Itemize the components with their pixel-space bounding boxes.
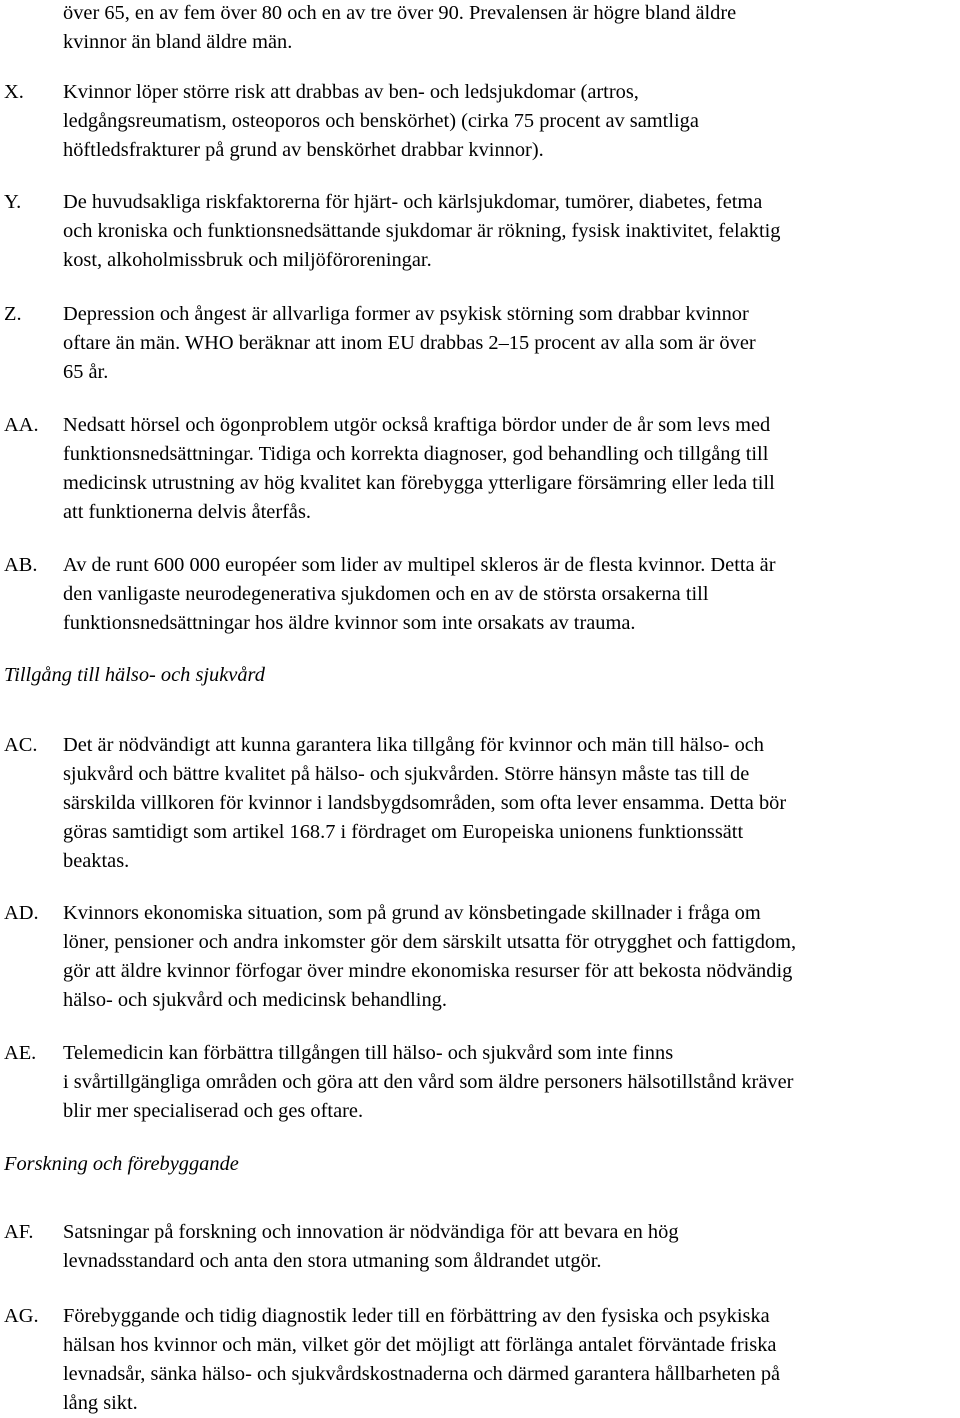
text-line: lång sikt. (63, 1392, 138, 1414)
text-line: Satsningar på forskning och innovation är nödvändiga för att bevara en hög (63, 1221, 679, 1243)
paragraph-text (63, 300, 960, 387)
text-line: De huvudsakliga riskfaktorerna för hjärt- och kärlsjukdomar, tumörer, diabetes, fetma (63, 191, 763, 213)
text-line: och kroniska och funktionsnedsättande sjukdomar är rökning, fysisk inaktivitet, felaktig (63, 220, 781, 242)
paragraph-label: AC. (4, 734, 38, 756)
text-line: Telemedicin kan förbättra tillgången till hälso- och sjukvård som inte finns (63, 1042, 674, 1064)
text-line: Kvinnors ekonomiska situation, som på grund av könsbetingade skillnader i fråga om (63, 902, 761, 924)
text-line: funktionsnedsättningar. Tidiga och korrekta diagnoser, god behandling och tillgång till (63, 443, 769, 465)
text-line: oftare än män. WHO beräknar att inom EU drabbas 2–15 procent av alla som är över (63, 332, 756, 354)
paragraph-label: AA. (4, 414, 39, 436)
text-line: levnadsstandard och anta den stora utmaning som åldrandet utgör. (63, 1250, 602, 1272)
text-line: Depression och ångest är allvarliga former av psykisk störning som drabbar kvinnor (63, 303, 749, 325)
paragraph-text (63, 78, 960, 165)
paragraph-label: AD. (4, 902, 39, 924)
section-heading: Forskning och förebyggande (4, 1153, 239, 1175)
paragraph-text (63, 1218, 960, 1276)
text-line: över 65, en av fem över 80 och en av tre över 90. Prevalensen är högre bland äldre (63, 2, 737, 24)
text-line: Kvinnor löper större risk att drabbas av ben- och ledsjukdomar (artros, (63, 81, 639, 103)
text-line: kost, alkoholmissbruk och miljöföroreningar. (63, 249, 432, 271)
text-line: Det är nödvändigt att kunna garantera lika tillgång för kvinnor och män till hälso- och (63, 734, 765, 756)
paragraph-label: Y. (4, 191, 22, 213)
section-heading: Tillgång till hälso- och sjukvård (4, 664, 265, 686)
text-line: att funktionerna delvis återfås. (63, 501, 311, 523)
text-line: Förebyggande och tidig diagnostik leder till en förbättring av den fysiska och psykiska (63, 1305, 770, 1327)
paragraph-label: AG. (4, 1305, 39, 1327)
paragraph-label: AE. (4, 1042, 37, 1064)
paragraph-text (63, 188, 960, 275)
text-line: blir mer specialiserad och ges oftare. (63, 1100, 364, 1122)
text-line: levnadsår, sänka hälso- och sjukvårdskostnaderna och därmed garantera hållbarheten på (63, 1363, 781, 1385)
continuation-paragraph (63, 0, 960, 57)
text-line: löner, pensioner och andra inkomster gör dem särskilt utsatta för otrygghet och fattigdom, (63, 931, 797, 953)
text-line: beaktas. (63, 850, 130, 872)
paragraph-text (63, 1302, 960, 1418)
paragraph-text (63, 899, 960, 1015)
paragraph-text (63, 411, 960, 527)
text-line: kvinnor än bland äldre män. (63, 31, 293, 53)
paragraph-label: AB. (4, 554, 38, 576)
text-line: hälso- och sjukvård och medicinsk behandling. (63, 989, 447, 1011)
text-line: höftledsfrakturer på grund av benskörhet drabbar kvinnor). (63, 139, 544, 161)
text-line: gör att äldre kvinnor förfogar över mindre ekonomiska resurser för att bekosta nödvändig (63, 960, 793, 982)
paragraph-text (63, 551, 960, 638)
text-line: göras samtidigt som artikel 168.7 i fördraget om Europeiska unionens funktionssätt (63, 821, 744, 843)
paragraph-text (63, 1039, 960, 1126)
text-line: i svårtillgängliga områden och göra att den vård som äldre personers hälsotillstånd kräver (63, 1071, 794, 1093)
paragraph-label: X. (4, 81, 24, 103)
text-line: den vanligaste neurodegenerativa sjukdomen och en av de största orsakerna till (63, 583, 709, 605)
paragraph-label: AF. (4, 1221, 34, 1243)
text-line: Av de runt 600 000 européer som lider av multipel skleros är de flesta kvinnor. Detta är (63, 554, 776, 576)
paragraph-text (63, 731, 960, 876)
text-line: 65 år. (63, 361, 109, 383)
text-line: medicinsk utrustning av hög kvalitet kan förebygga ytterligare försämring eller leda till (63, 472, 775, 494)
text-line: hälsan hos kvinnor och män, vilket gör det möjligt att förlänga antalet förväntade friska (63, 1334, 777, 1356)
paragraph-label: Z. (4, 303, 22, 325)
text-line: ledgångsreumatism, osteoporos och benskörhet) (cirka 75 procent av samtliga (63, 110, 699, 132)
text-line: funktionsnedsättningar hos äldre kvinnor som inte orsakats av trauma. (63, 612, 636, 634)
text-line: sjukvård och bättre kvalitet på hälso- och sjukvården. Större hänsyn måste tas till de (63, 763, 750, 785)
text-line: Nedsatt hörsel och ögonproblem utgör också kraftiga bördor under de år som levs med (63, 414, 771, 436)
text-line: särskilda villkoren för kvinnor i landsbygdsområden, som ofta lever ensamma. Detta bör (63, 792, 787, 814)
